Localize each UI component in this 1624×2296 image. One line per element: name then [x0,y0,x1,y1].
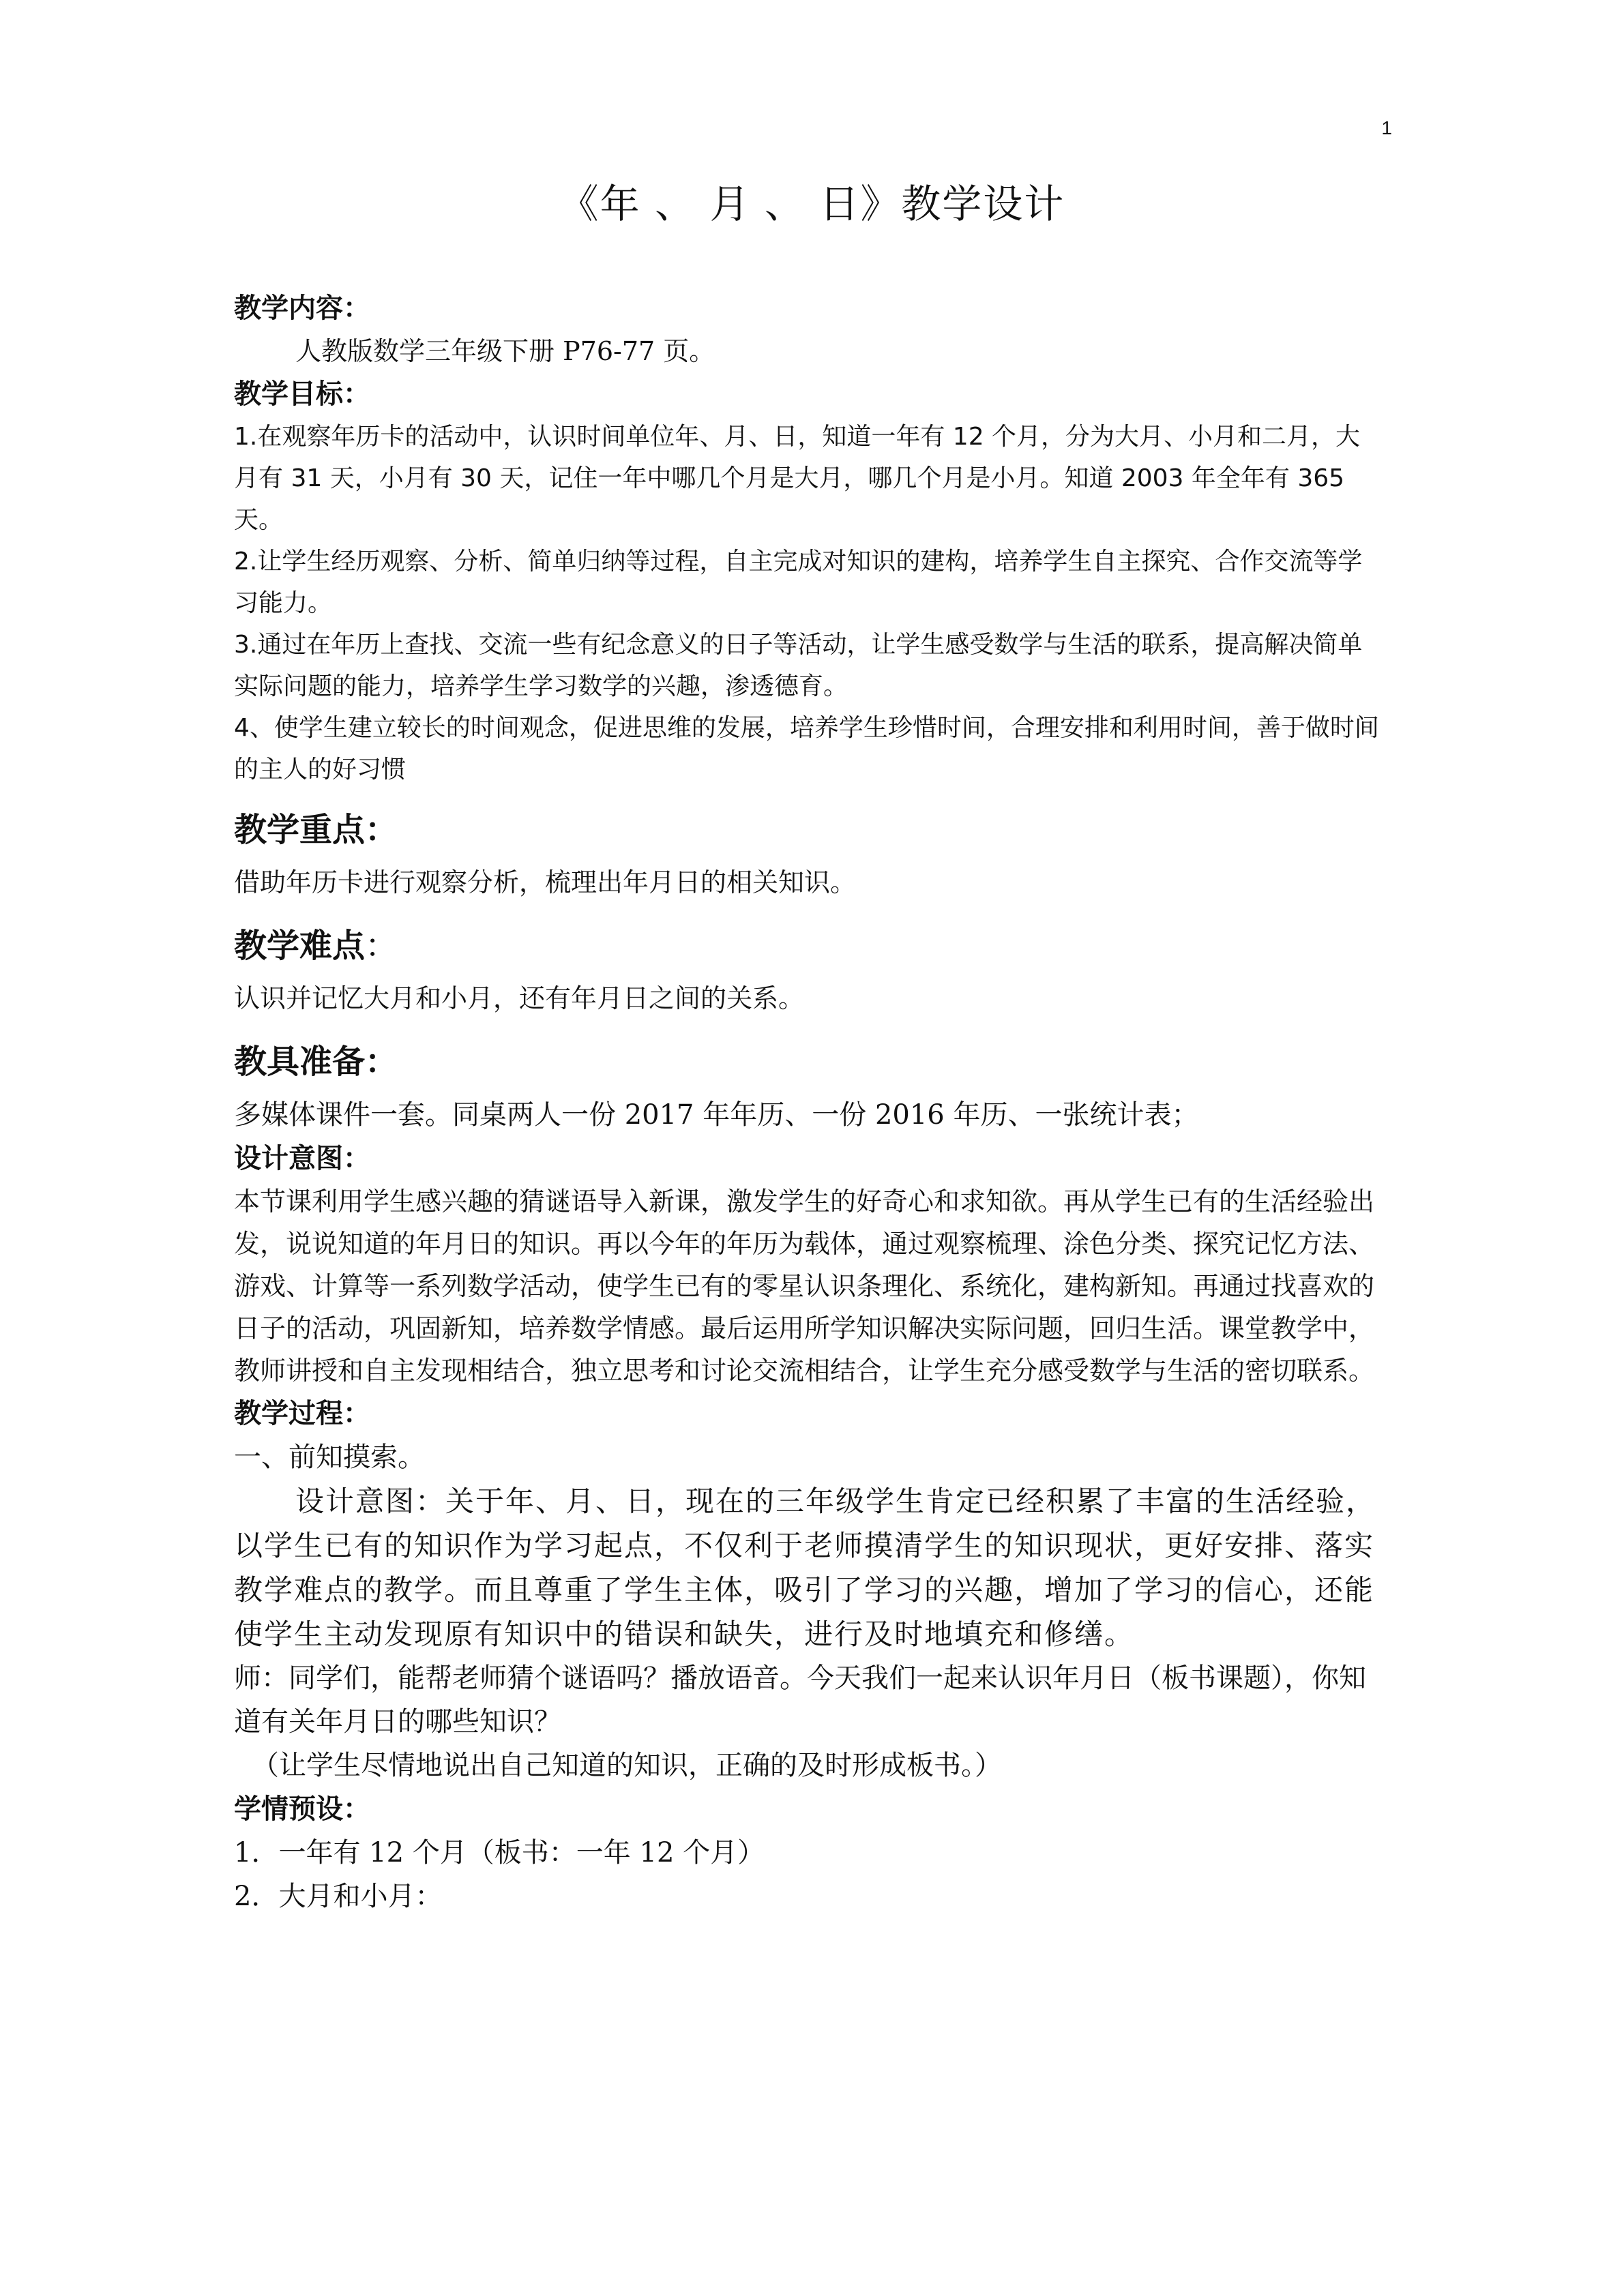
heading-teaching-process: 教学过程： [234,1398,370,1429]
document-title: 《年 、 月 、 日》教学设计 [559,181,1065,227]
objective-item-2: 2.让学生经历观察、分析、简单归纳等过程，自主完成对知识的建构，培养学生自主探究、合作交流等学习能力。 [234,548,1363,617]
heading-teaching-content: 教学内容： [234,293,370,324]
preset-item-2: 2．大月和小月： [234,1881,443,1912]
process-part1-intent: 设计意图：关于年、月、日，现在的三年级学生肯定已经积累了丰富的生活经验，以学生已有的知识作为学习起点，不仅利于老师摸清学生的知识现状，更好安排、落实教学难点的教学。而且尊重了学生主体，吸引了学习的兴趣，增加了学习的信心，还能使学生主动发现原有知识中的错误和缺失，进行及时地填充和修缮。 [234,1485,1376,1651]
heading-design-intent: 设计意图： [234,1143,370,1174]
preset-item-1: 1．一年有 12 个月（板书：一年 12 个月） [234,1837,765,1868]
heading-materials: 教具准备： [234,1043,398,1081]
objective-item-4: 4、使学生建立较长的时间观念，促进思维的发展，培养学生珍惜时间，合理安排和利用时间，善于做时间的主人的好习惯 [234,714,1379,784]
heading-difficulties-colon: ： [365,927,398,965]
heading-presets: 学情预设： [234,1793,370,1825]
heading-teaching-objectives: 教学目标： [234,378,370,410]
heading-difficulties-main: 教学难点 [234,927,366,965]
difficulties-text: 认识并记忆大月和小月，还有年月日之间的关系。 [234,983,805,1013]
objective-item-3: 3.通过在年历上查找、交流一些有纪念意义的日子等活动，让学生感受数学与生活的联系，提高解决简单实际问题的能力，培养学生学习数学的兴趣，渗透德育。 [234,631,1363,700]
key-points-text: 借助年历卡进行观察分析，梳理出年月日的相关知识。 [234,867,857,897]
teaching-content-text: 人教版数学三年级下册 P76-77 页。 [295,336,715,366]
heading-difficulties [234,919,1380,973]
teacher-line: 师：同学们，能帮老师猜个谜语吗？播放语音。今天我们一起来认识年月日（板书课题），你知道有关年月日的哪些知识？ [234,1663,1366,1738]
design-intent-text: 本节课利用学生感兴趣的猜谜语导入新课，激发学生的好奇心和求知欲。再从学生已有的生活经验出发，说说知道的年月日的知识。再以今年的年历为载体，通过观察梳理、涂色分类、探究记忆方法、游戏、计算等一系列数学活动，使学生已有的零星认识条理化、系统化，建构新知。再通过找喜欢的日子的活动，巩固新知，培养数学情感。最后运用所学知识解决实际问题，回归生活。课堂教学中，教师讲授和自主发现相结合，独立思考和讨论交流相结合，让学生充分感受数学与生活的密切联系。 [234,1187,1375,1386]
process-part1-title: 一、前知摸索。 [234,1442,425,1473]
materials-text: 多媒体课件一套。同桌两人一份 2017 年年历、一份 2016 年历、一张统计表； [234,1099,1199,1131]
process-note: （让学生尽情地说出自己知道的知识，正确的及时形成板书。） [252,1750,1002,1781]
objective-item-1: 1.在观察年历卡的活动中，认识时间单位年、月、日，知道一年有 12 个月，分为大月、小月和二月，大月有 31 天，小月有 30 天，记住一年中哪几个月是大月，哪几个月是小月。知道 2003 年全年有 365 天。 [234,423,1361,534]
heading-key-points: 教学重点： [234,811,398,849]
document-body [234,286,1380,1918]
page-number: 1 [1381,117,1392,138]
